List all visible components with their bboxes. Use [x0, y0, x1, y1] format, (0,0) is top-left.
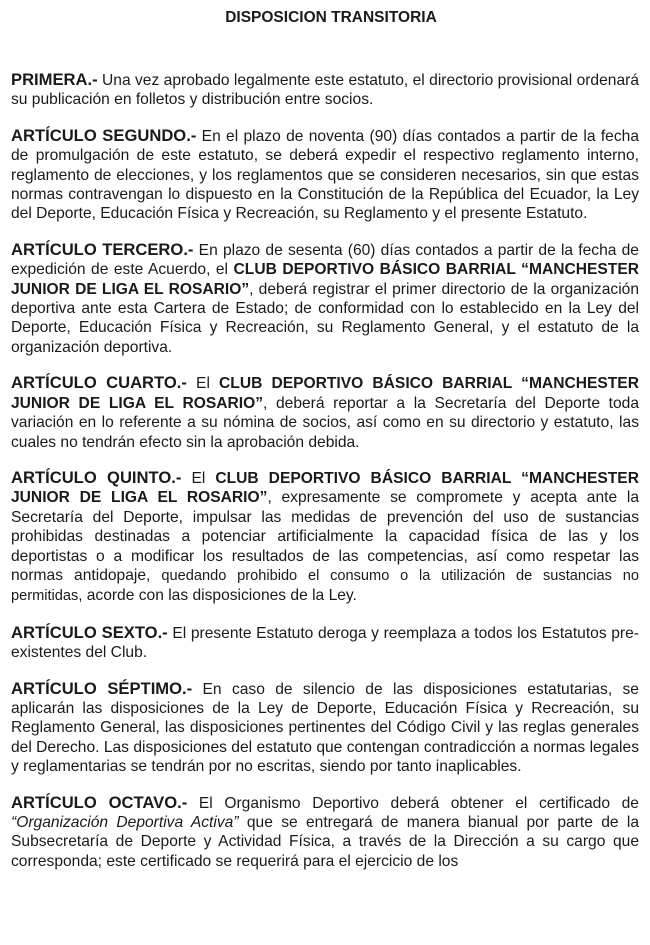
article-heading: ARTÍCULO SEGUNDO.-	[11, 125, 197, 145]
article-sexto	[11, 623, 639, 663]
article-body-continued: , deberá reportar a la Secretaría del Deporte toda variación en lo referente a su nómina de socios, así como en su directorio y estatuto, las cuales no tendrán efecto sin la aprobación debida.	[11, 394, 639, 451]
article-body: El presente Estatuto deroga y reemplaza a todos los Estatutos pre-existentes del Club.	[11, 624, 639, 662]
article-body: Una vez aprobado legalmente este estatuto, el directorio provisional ordenará su publicación en folletos y distribución entre socios.	[11, 72, 639, 109]
article-body-small: quedando prohibido el consumo o la utilización de sustancias no permitidas,	[11, 567, 639, 605]
article-body-continued: que se entregará de manera bianual por parte de la Subsecretaría de Deporte y Actividad Física, a través de la Dirección a su cargo que corresponda; este certificado se requerirá para el ejercicio de los	[11, 814, 639, 870]
article-body-continued: , expresamente se compromete y acepta ante la Secretaría del Deporte, impulsar las medidas de prevención del uso de sustancias prohibidas destinadas a potenciar artificialmente la capacidad física de las y los deportistas o a modificar los resultados de las competencias, así como respetar las normas antidopaje,	[11, 489, 640, 584]
article-heading: ARTÍCULO SEXTO.-	[11, 622, 168, 642]
article-heading: ARTÍCULO OCTAVO.-	[11, 792, 188, 812]
club-name: CLUB DEPORTIVO BÁSICO BARRIAL “MANCHESTER JUNIOR DE LIGA EL ROSARIO”	[11, 261, 639, 298]
article-body: En el plazo de noventa (90) días contados a partir de la fecha de promulgación de este estatuto, se deberá expedir el respectivo reglamento interno, reglamento de elecciones, y los reglamentos que se consideren necesarios, sin que estas normas contravengan lo dispuesto en la Constitución de la República del Ecuador, la Ley del Deporte, Educación Física y Recreación, su Reglamento y el presente Estatuto.	[11, 127, 640, 223]
article-heading: ARTÍCULO SÉPTIMO.-	[11, 678, 193, 698]
article-heading: PRIMERA.-	[11, 70, 98, 89]
article-heading: ARTÍCULO TERCERO.-	[11, 239, 194, 259]
article-body: En caso de silencio de las disposiciones estatutarias, se aplicarán las disposiciones de la Ley de Deporte, Educación Física y Recreación, su Reglamento General, las disposiciones pertinentes del Código Civil y las reglas generales del Derecho. Las disposiciones del estatuto que contengan contradicción a normas legales y reglamentarias se tendrán por no escritas, siendo por tanto inaplicables.	[11, 680, 639, 776]
certificate-name: “Organización Deportiva Activa”	[11, 814, 239, 831]
article-quinto	[11, 468, 639, 607]
article-cuarto	[11, 373, 639, 452]
article-tercero	[11, 240, 639, 357]
article-body-end: acorde con las disposiciones de la Ley.	[86, 587, 357, 605]
article-body: El	[196, 375, 210, 393]
article-septimo	[11, 679, 639, 777]
document-title: DISPOSICION TRANSITORIA	[225, 9, 437, 26]
article-heading: ARTÍCULO CUARTO.-	[11, 373, 187, 393]
club-name: CLUB DEPORTIVO BÁSICO BARRIAL “MANCHESTER JUNIOR DE LIGA EL ROSARIO”	[11, 469, 639, 507]
article-segundo	[11, 126, 639, 224]
article-body-continued: , deberá registrar el primer directorio de la organización deportiva ante esta Cartera de Estado; de conformidad con lo establecido en la Ley del Deporte, Educación Física y Recreación, su Reglamento General, y el estatuto de la organización deportiva.	[11, 280, 639, 356]
club-name: CLUB DEPORTIVO BÁSICO BARRIAL “MANCHESTER JUNIOR DE LIGA EL ROSARIO”	[11, 375, 639, 412]
article-body: El Organismo Deportivo deberá obtener el certificado de	[198, 794, 639, 812]
article-body: El	[191, 469, 206, 487]
article-primera	[11, 70, 639, 110]
document-page	[11, 0, 639, 871]
article-octavo	[11, 793, 639, 872]
article-heading: ARTÍCULO QUINTO.-	[11, 467, 182, 487]
article-body: En plazo de sesenta (60) días contados a partir de la fecha de expedición de este Acuerdo, el	[11, 241, 639, 279]
